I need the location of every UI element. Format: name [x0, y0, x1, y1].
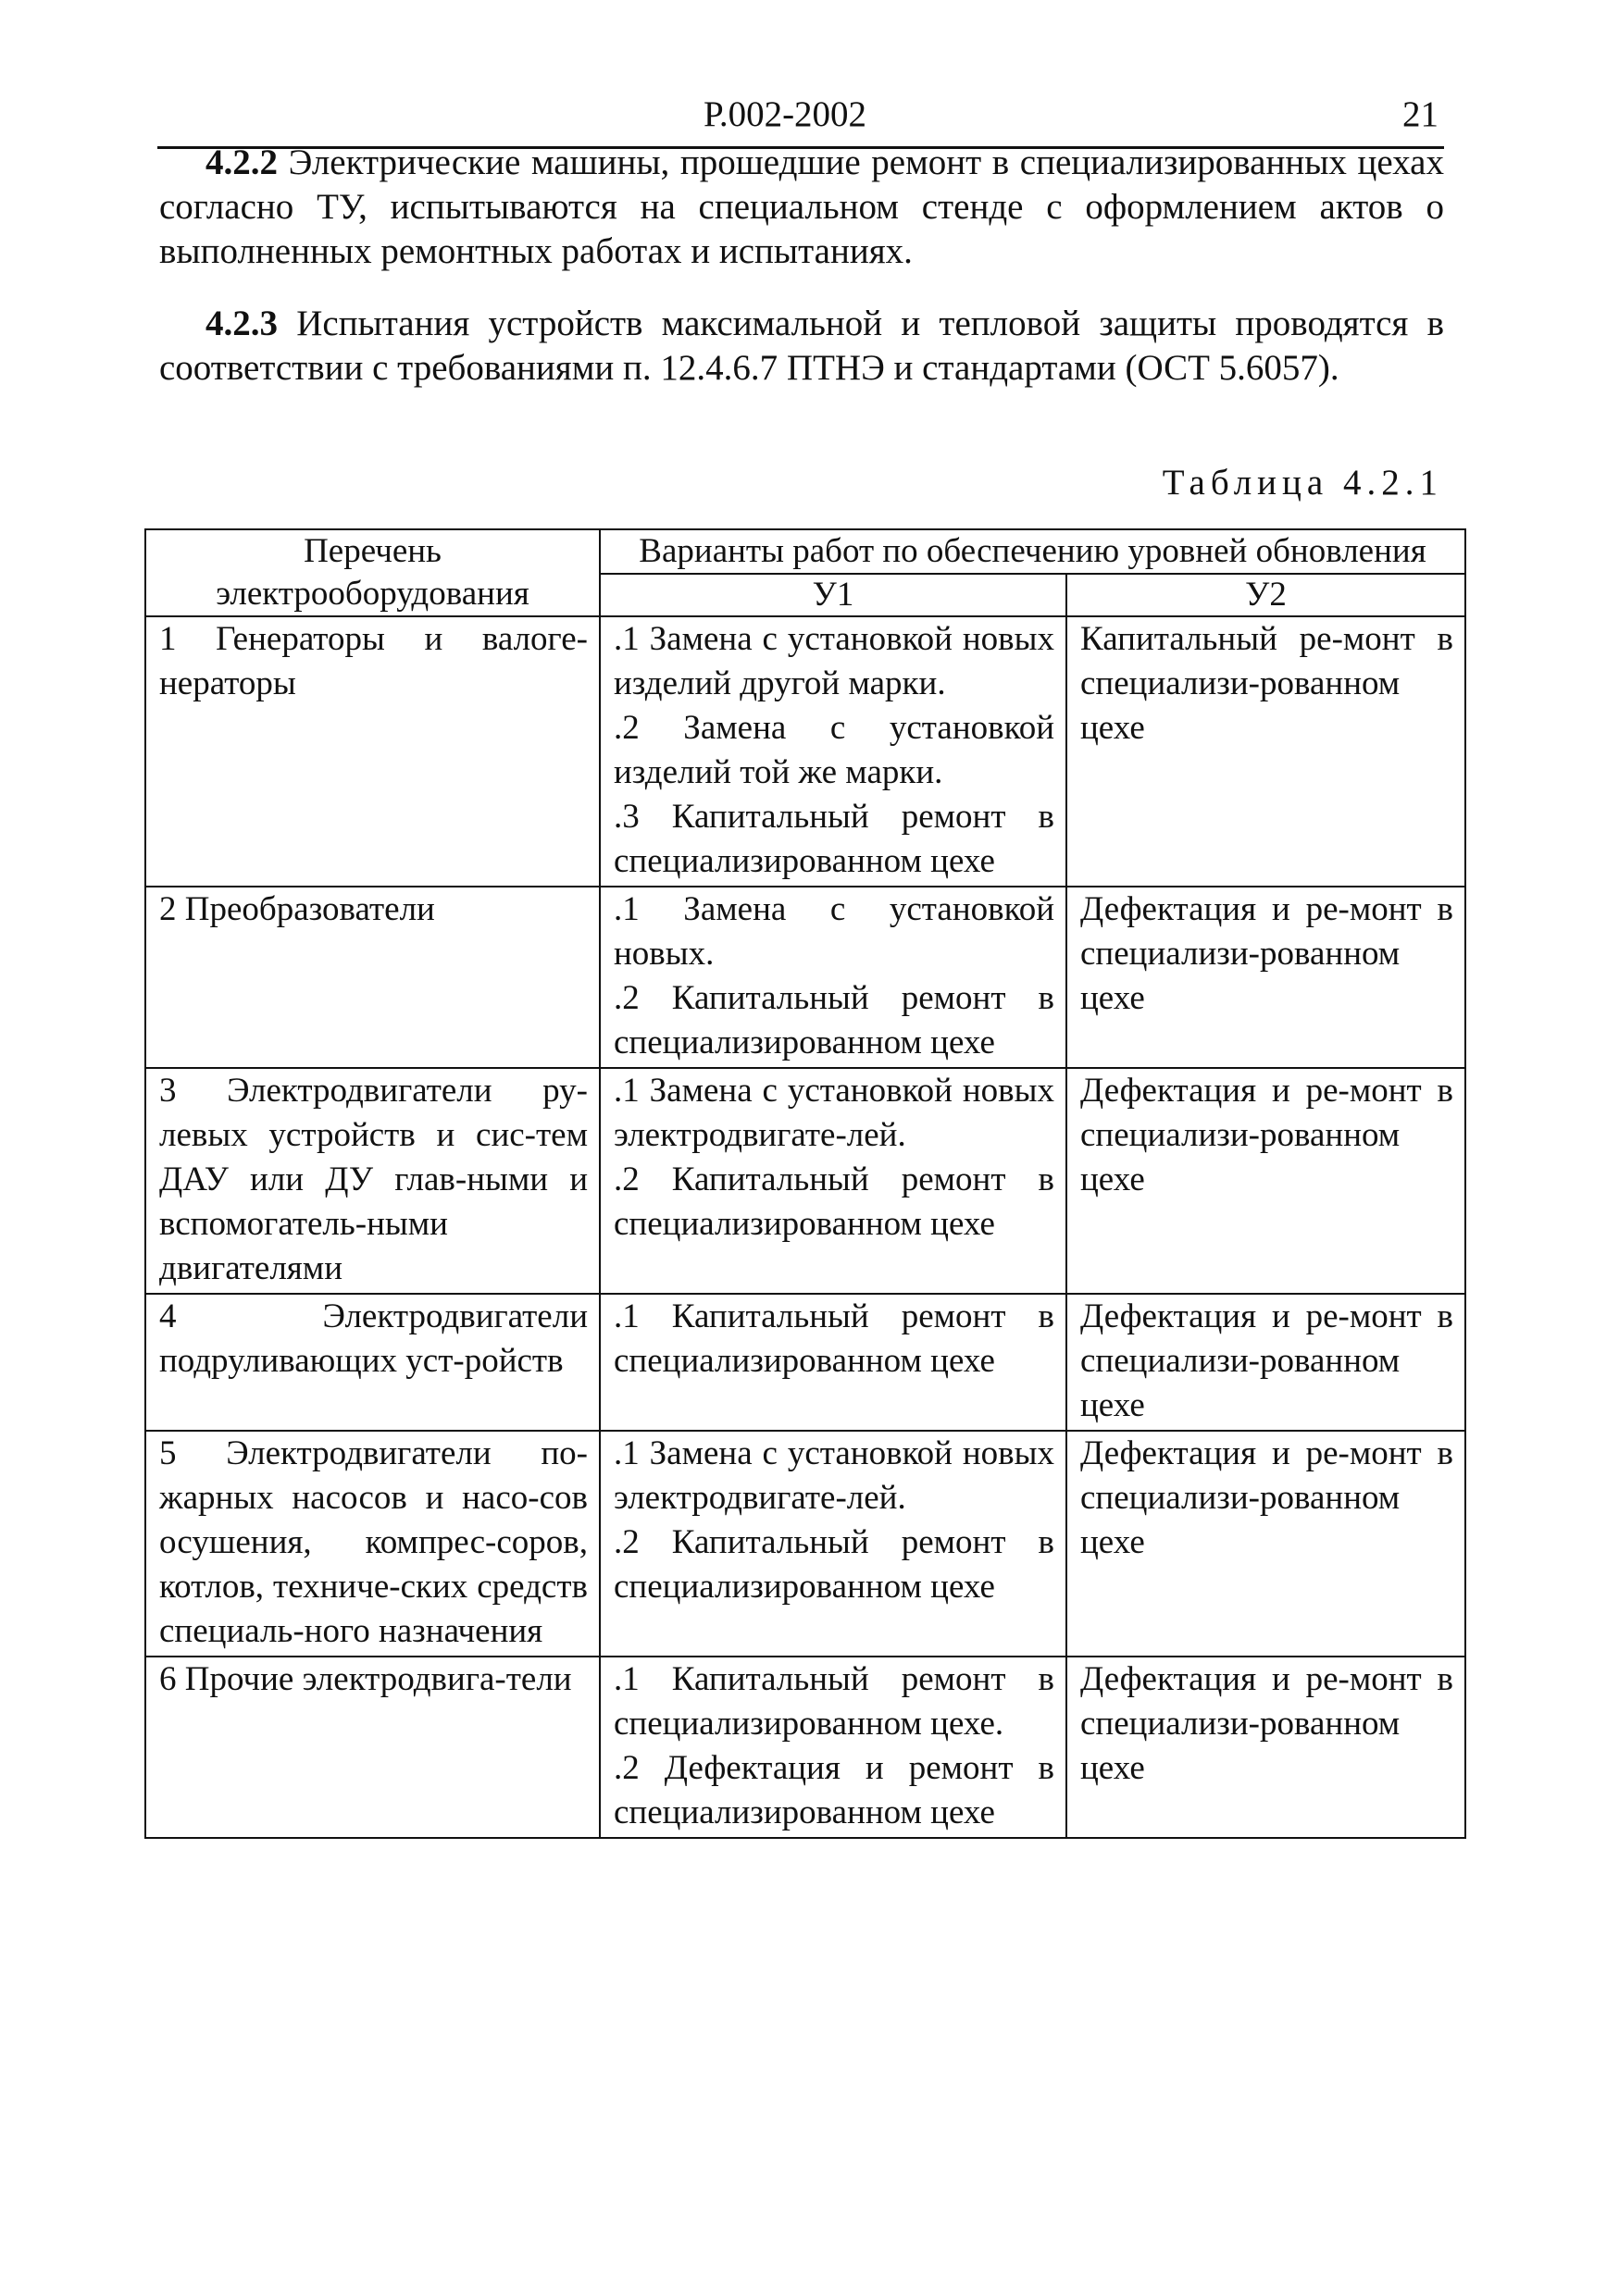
- u1-option: .1 Замена с установкой новых изделий другой марки.: [614, 620, 1054, 702]
- document-code: Р.002-2002: [704, 94, 867, 134]
- u1-option: .1 Капитальный ремонт в специализированном цехе.: [614, 1660, 1054, 1743]
- paragraph-4-2-2: [159, 141, 1444, 274]
- u2-cell: Дефектация и ре-монт в специализи-рованном цехе: [1066, 1657, 1465, 1838]
- u2-cell: Дефектация и ре-монт в специализи-рованном цехе: [1066, 1294, 1465, 1431]
- equipment-cell: 2 Преобразователи: [145, 887, 600, 1068]
- equipment-cell: 4 Электродвигатели подруливающих уст-ройств: [145, 1294, 600, 1431]
- paragraph-4-2-3: [159, 302, 1444, 391]
- u1-option: .2 Замена с установкой изделий той же марки.: [614, 709, 1054, 791]
- table-caption: Таблица 4.2.1: [1162, 463, 1443, 503]
- table-row: [145, 1068, 1465, 1294]
- page-number: 21: [1402, 94, 1438, 134]
- u1-option: .2 Капитальный ремонт в специализированном цехе: [614, 979, 1054, 1061]
- table-header-row: [145, 529, 1465, 574]
- equipment-table: [144, 528, 1466, 1839]
- equipment-cell: 6 Прочие электродвига-тели: [145, 1657, 600, 1838]
- u1-option: .2 Капитальный ремонт в специализированном цехе: [614, 1160, 1054, 1243]
- u1-cell: [600, 616, 1066, 887]
- column-group-header: Варианты работ по обеспечению уровней обновления: [600, 529, 1465, 574]
- table-row: [145, 616, 1465, 887]
- u2-cell: Капитальный ре-монт в специализи-рованном цехе: [1066, 616, 1465, 887]
- paragraph-text: Электрические машины, прошедшие ремонт в специализированных цехах согласно ТУ, испытываются на специальном стенде с оформлением актов о выполненных ремонтных работах и испытаниях.: [159, 143, 1444, 271]
- u1-cell: [600, 1657, 1066, 1838]
- u1-option: .2 Дефектация и ремонт в специализированном цехе: [614, 1749, 1054, 1831]
- equipment-cell: 1 Генераторы и валоге-нераторы: [145, 616, 600, 887]
- equipment-cell: 3 Электродвигатели ру-левых устройств и сис-тем ДАУ или ДУ глав-ными и вспомогатель-ными двигателями: [145, 1068, 600, 1294]
- u1-option: .3 Капитальный ремонт в специализированном цехе: [614, 798, 1054, 880]
- u1-option: .1 Замена с установкой новых электродвигате-лей.: [614, 1072, 1054, 1154]
- u1-cell: [600, 1431, 1066, 1657]
- u1-option: .1 Капитальный ремонт в специализированном цехе: [614, 1297, 1054, 1380]
- u1-cell: [600, 1068, 1066, 1294]
- column-header-u1: У1: [600, 574, 1066, 616]
- u1-option: .1 Замена с установкой новых электродвигате-лей.: [614, 1434, 1054, 1517]
- column-header-u2: У2: [1066, 574, 1465, 616]
- table-row: [145, 1657, 1465, 1838]
- u1-option: .1 Замена с установкой новых.: [614, 890, 1054, 973]
- u2-cell: Дефектация и ре-монт в специализи-рованном цехе: [1066, 1431, 1465, 1657]
- equipment-cell: 5 Электродвигатели по-жарных насосов и насо-сов осушения, компрес-соров, котлов, техниче-ских средств специаль-ного назначения: [145, 1431, 600, 1657]
- u1-option: .2 Капитальный ремонт в специализированном цехе: [614, 1523, 1054, 1606]
- table-row: [145, 887, 1465, 1068]
- paragraph-number: 4.2.3: [205, 304, 278, 343]
- u2-cell: Дефектация и ре-монт в специализи-рованном цехе: [1066, 1068, 1465, 1294]
- paragraph-text: Испытания устройств максимальной и тепловой защиты проводятся в соответствии с требованиями п. 12.4.6.7 ПТНЭ и стандартами (ОСТ 5.6057).: [159, 304, 1444, 388]
- u1-cell: [600, 887, 1066, 1068]
- paragraph-number: 4.2.2: [205, 143, 278, 182]
- u1-cell: [600, 1294, 1066, 1431]
- table-row: [145, 1431, 1465, 1657]
- column-header-equipment: Перечень электрооборудования: [145, 529, 600, 616]
- table-row: [145, 1294, 1465, 1431]
- u2-cell: Дефектация и ре-монт в специализи-рованном цехе: [1066, 887, 1465, 1068]
